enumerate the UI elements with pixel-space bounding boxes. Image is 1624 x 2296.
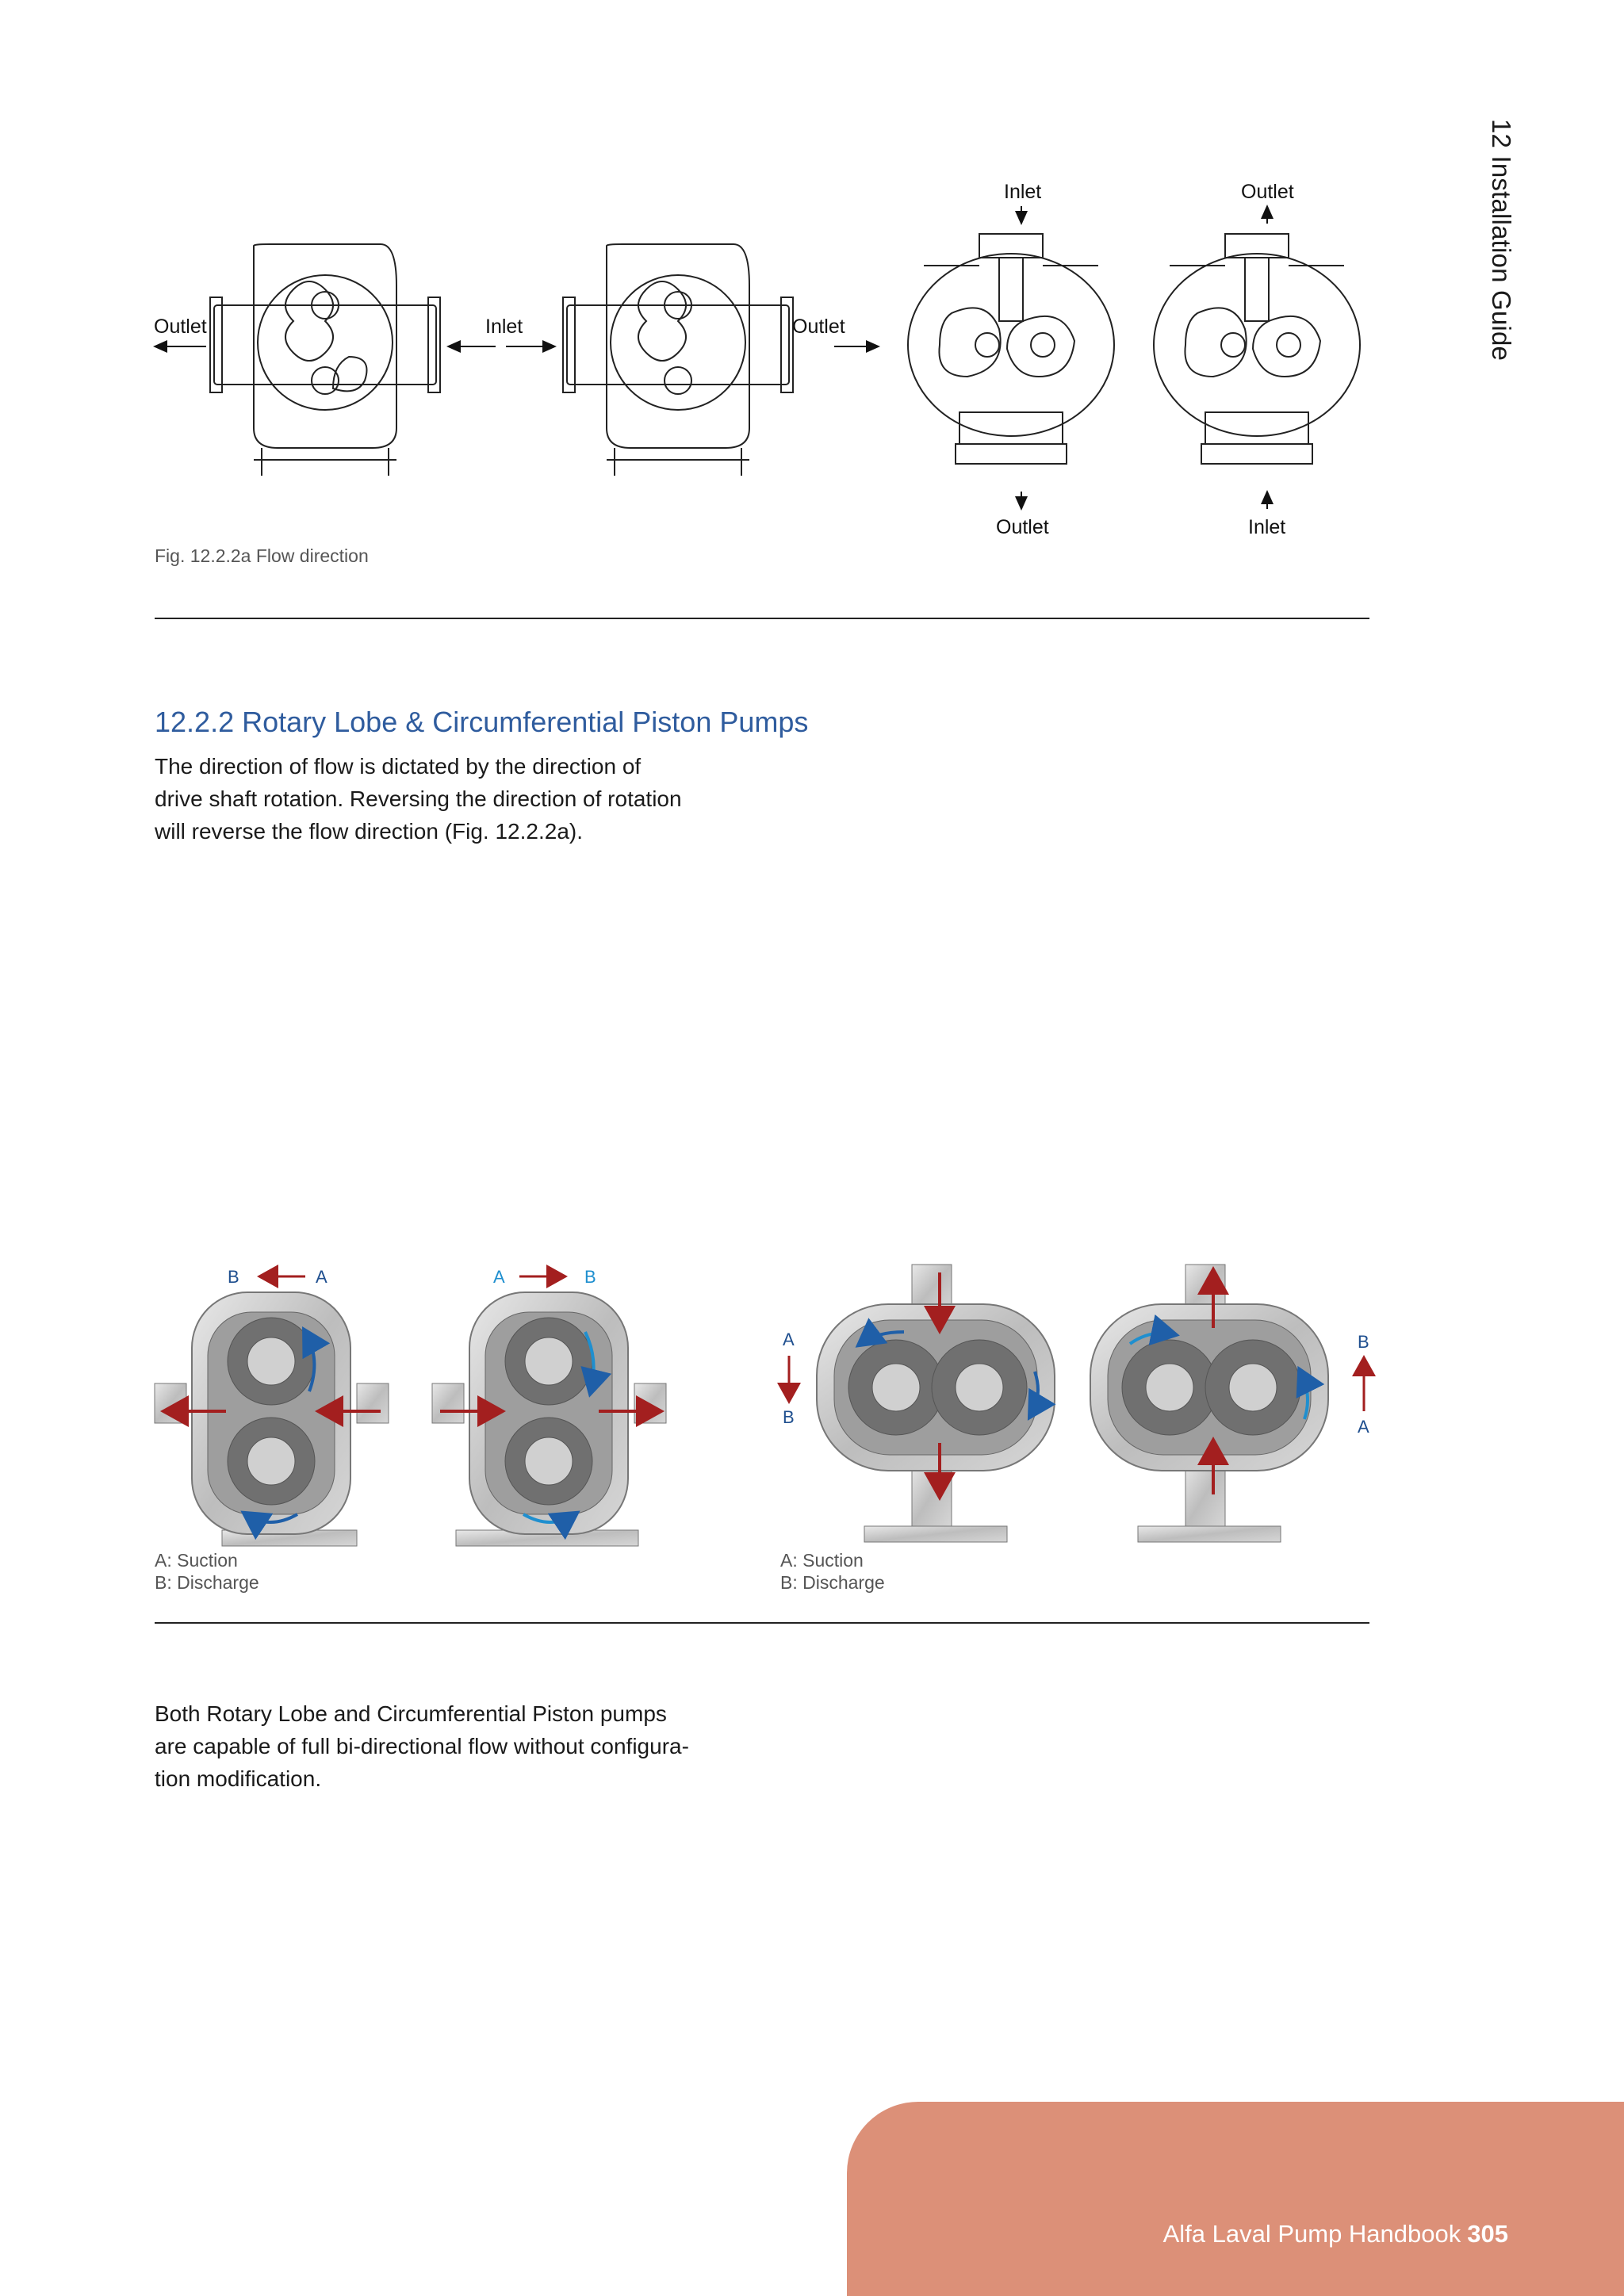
pump1-right-label: A xyxy=(316,1267,327,1287)
pump1-left-label: B xyxy=(228,1267,239,1287)
pump-2 xyxy=(432,1276,666,1546)
pump3-top-label: A xyxy=(783,1330,795,1349)
footer-band xyxy=(847,2102,1624,2296)
page-number: 305 xyxy=(1467,2220,1508,2248)
figure-caption: Fig. 12.2.2a Flow direction xyxy=(155,545,369,566)
flow-direction-diagram xyxy=(143,174,1396,555)
paragraph-line: Both Rotary Lobe and Circumferential Piston pumps xyxy=(155,1701,667,1726)
label-outlet-right: Outlet xyxy=(792,316,845,338)
section-paragraph xyxy=(155,750,757,848)
legend-discharge: B: Discharge xyxy=(155,1572,259,1593)
chapter-side-tab xyxy=(1480,119,1516,362)
legend-left xyxy=(155,1549,259,1594)
closing-paragraph xyxy=(155,1697,757,1795)
paragraph-line: tion modification. xyxy=(155,1766,322,1791)
legend-suction: A: Suction xyxy=(780,1550,864,1571)
pump-rotation-figure xyxy=(151,1257,1388,1550)
label-vertical-b-bottom: Inlet xyxy=(1248,516,1286,538)
pump4-bottom-label: A xyxy=(1358,1417,1369,1437)
pump3-bottom-label: B xyxy=(783,1407,795,1427)
paragraph-line: The direction of flow is dictated by the direction of xyxy=(155,754,642,779)
section-heading: 12.2.2 Rotary Lobe & Circumferential Piston Pumps xyxy=(155,706,809,738)
chapter-side-label: 12 Installation Guide xyxy=(1487,119,1516,362)
label-vertical-b-top: Outlet xyxy=(1241,181,1294,203)
horizontal-pump-2 xyxy=(563,244,793,476)
legend-suction: A: Suction xyxy=(155,1550,238,1571)
paragraph-line: drive shaft rotation. Reversing the direction of rotation xyxy=(155,786,682,811)
paragraph-line: are capable of full bi-directional flow without configura- xyxy=(155,1734,689,1758)
vertical-pump-b xyxy=(1154,234,1360,464)
pump-1 xyxy=(155,1276,389,1546)
label-outlet-left: Outlet xyxy=(154,316,207,338)
paragraph-line: will reverse the flow direction (Fig. 12.2.2a). xyxy=(155,819,583,844)
label-inlet-center: Inlet xyxy=(485,316,523,338)
pump4-top-label: B xyxy=(1358,1332,1369,1352)
legend-right xyxy=(780,1549,885,1594)
divider-top xyxy=(155,618,1369,619)
divider-bottom xyxy=(155,1622,1369,1624)
horizontal-pump-1 xyxy=(210,244,440,476)
pump-3 xyxy=(789,1265,1055,1542)
pump2-left-label: A xyxy=(493,1267,505,1287)
footer-title: Alfa Laval Pump Handbook xyxy=(1162,2220,1461,2248)
label-vertical-a-bottom: Outlet xyxy=(996,516,1049,538)
pump2-right-label: B xyxy=(584,1267,596,1287)
label-vertical-a-top: Inlet xyxy=(1004,181,1042,203)
vertical-pump-a xyxy=(908,234,1114,464)
legend-discharge: B: Discharge xyxy=(780,1572,885,1593)
pump-4 xyxy=(1090,1265,1364,1542)
footer-label xyxy=(1163,2220,1508,2248)
